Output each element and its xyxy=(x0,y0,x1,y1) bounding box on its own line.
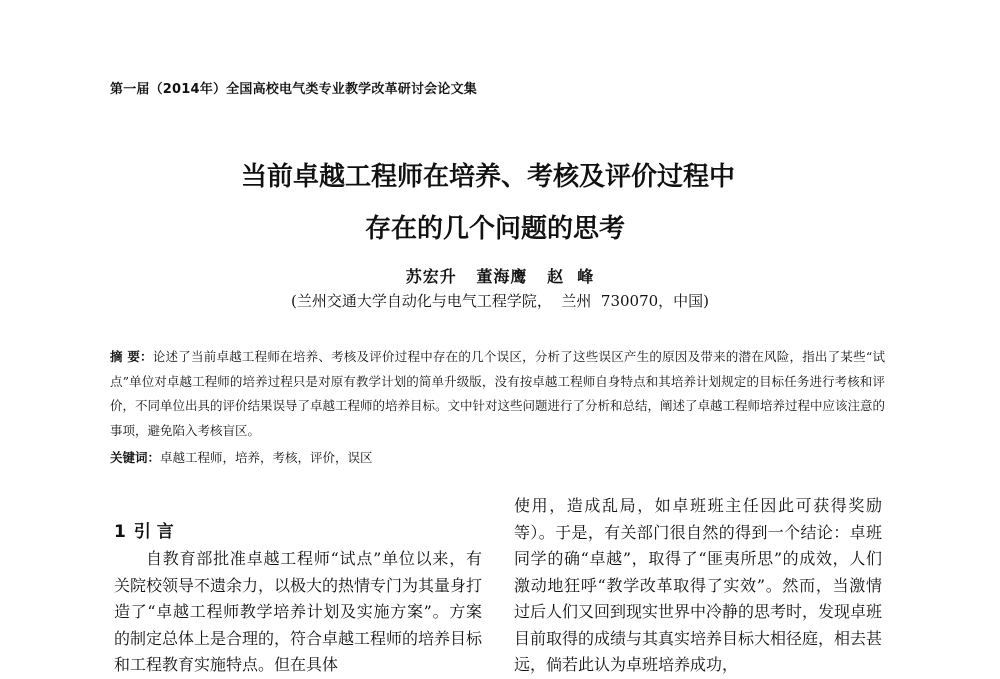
abstract xyxy=(110,345,885,443)
body-column-left xyxy=(114,518,482,679)
running-header: 第一届（2014年）全国高校电气类专业教学改革研讨会论文集 xyxy=(110,82,477,97)
paper-title-line-1: 当前卓越工程师在培养、考核及评价过程中 xyxy=(240,162,735,192)
section-title: 引 言 xyxy=(133,522,174,542)
body-paragraph-right: 使用，造成乱局，如卓班班主任因此可获得奖励等）。于是，有关部门很自然的得到一个结论：卓班同学的确“卓越”，取得了“匪夷所思”的成效，人们激动地狂呼“教学改革取得了实效”。然而，当激情过后人们又回到现实世界中冷静的思考时，发现卓班目前取得的成绩与其真实培养目标大相径庭，相去甚远，倘若此认为卓班培养成功， xyxy=(514,496,883,674)
author-affiliation: (兰州交通大学自动化与电气工程学院， 兰州 730070，中国) xyxy=(290,292,710,310)
keywords xyxy=(110,446,885,470)
section-heading xyxy=(114,518,482,546)
section-number: 1 xyxy=(114,522,126,542)
abstract-label: 摘 要： xyxy=(110,349,153,364)
body-column-right xyxy=(514,493,882,679)
abstract-text: 论述了当前卓越工程师在培养、考核及评价过程中存在的几个误区，分析了这些误区产生的原因及带来的潜在风险，指出了某些“试点”单位对卓越工程师的培养过程只是对原有教学计划的简单升级版，没有按卓越工程师自身特点和其培养计划规定的目标任务进行考核和评价，不同单位出具的评价结果误导了卓越工程师的培养目标。文中针对这些问题进行了分析和总结，阐述了卓越工程师培养过程中应该注意的事项，避免陷入考核盲区。 xyxy=(110,349,886,438)
paper-title-line-2: 存在的几个问题的思考 xyxy=(364,214,625,244)
keywords-label: 关键词： xyxy=(110,450,161,465)
body-paragraph-left: 自教育部批准卓越工程师“试点”单位以来，有关院校领导不遗余力，以极大的热情专门为其量身打造了“卓越工程师教学培养计划及实施方案”。方案的制定总体上是合理的，符合卓越工程师的培养目标和工程教育实施特点。但在具体 xyxy=(114,549,483,674)
keywords-text: 卓越工程师，培养，考核，评价，误区 xyxy=(160,450,373,465)
author-list: 苏宏升 董海鹰 赵 峰 xyxy=(405,267,595,286)
